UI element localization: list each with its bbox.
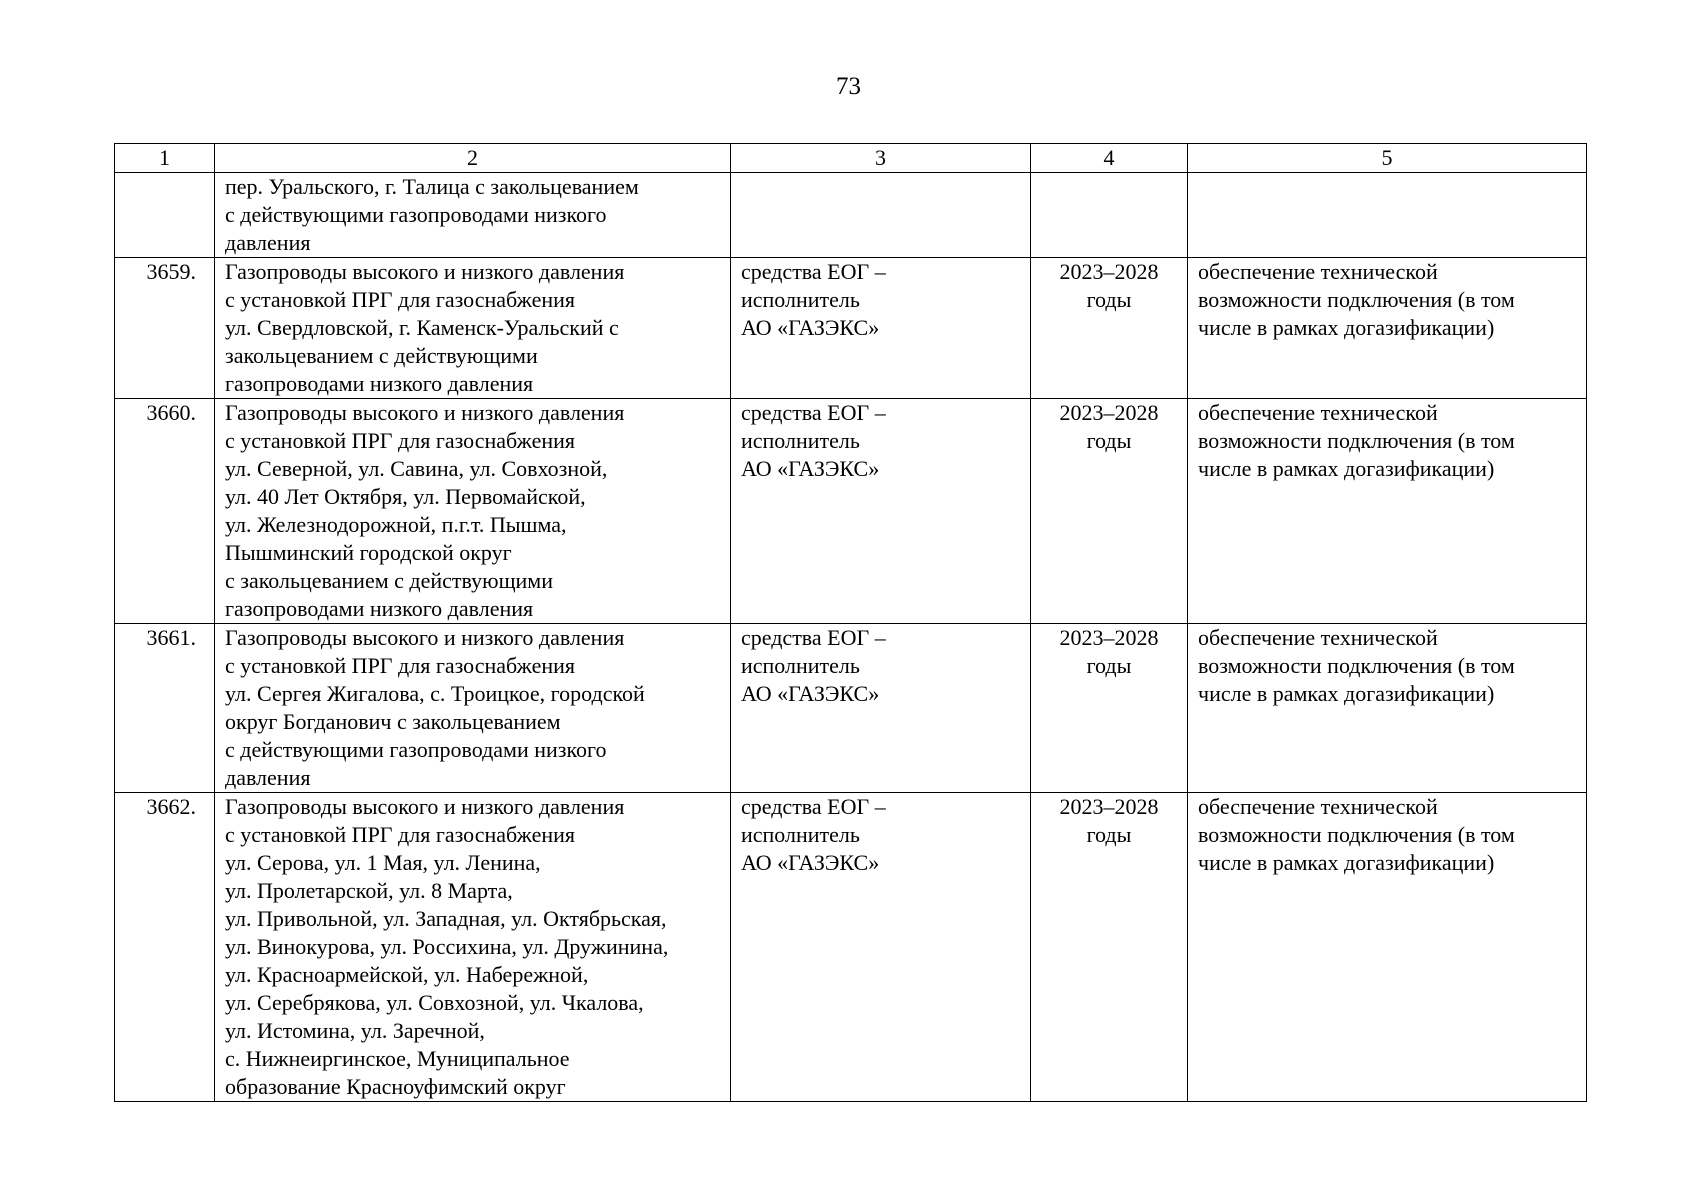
text-line: 2023–2028	[1059, 259, 1159, 284]
object-name-cell	[215, 624, 731, 793]
table-row	[115, 173, 1587, 258]
text-line: годы	[1086, 822, 1132, 847]
text-line: обеспечение технической	[1198, 794, 1438, 819]
text-line: АО «ГАЗЭКС»	[741, 315, 880, 340]
text-line: ул. 40 Лет Октября, ул. Первомайской,	[225, 484, 586, 509]
program-table	[114, 143, 1587, 1102]
text-line: числе в рамках догазификации)	[1198, 315, 1495, 340]
text-line: ул. Железнодорожной, п.г.т. Пышма,	[225, 512, 567, 537]
text-line: ул. Винокурова, ул. Россихина, ул. Дружинина,	[225, 934, 669, 959]
text-line: ул. Красноармейской, ул. Набережной,	[225, 962, 589, 987]
period-cell	[1031, 173, 1188, 258]
text-line: ул. Истомина, ул. Заречной,	[225, 1018, 485, 1043]
text-line: образование Красноуфимский округ	[225, 1074, 566, 1099]
object-name-cell	[215, 793, 731, 1102]
text-line: числе в рамках догазификации)	[1198, 456, 1495, 481]
table-row	[115, 258, 1587, 399]
header-cell-5: 5	[1188, 144, 1587, 173]
text-line: ул. Сергея Жигалова, с. Троицкое, городской	[225, 681, 645, 706]
text-line: исполнитель	[741, 822, 860, 847]
text-line: округ Богданович с закольцеванием	[225, 709, 561, 734]
text-line: исполнитель	[741, 428, 860, 453]
text-line: ул. Серебрякова, ул. Совхозной, ул. Чкалова,	[225, 990, 644, 1015]
text-line: числе в рамках догазификации)	[1198, 681, 1495, 706]
header-cell-3: 3	[731, 144, 1031, 173]
text-line: средства ЕОГ –	[741, 259, 886, 284]
text-line: с закольцеванием с действующими	[225, 568, 554, 593]
text-line: Газопроводы высокого и низкого давления	[225, 794, 625, 819]
purpose-cell	[1188, 624, 1587, 793]
object-name-cell	[215, 173, 731, 258]
text-line: ул. Серова, ул. 1 Мая, ул. Ленина,	[225, 850, 541, 875]
period-cell	[1031, 793, 1188, 1102]
text-line: 2023–2028	[1059, 625, 1159, 650]
header-cell-4: 4	[1031, 144, 1188, 173]
text-line: обеспечение технической	[1198, 625, 1438, 650]
text-line: возможности подключения (в том	[1198, 287, 1515, 312]
text-line: АО «ГАЗЭКС»	[741, 681, 880, 706]
row-number: 3662.	[115, 793, 215, 1102]
text-line: 2023–2028	[1059, 794, 1159, 819]
text-line: газопроводами низкого давления	[225, 371, 534, 396]
text-line: с установкой ПРГ для газоснабжения	[225, 428, 576, 453]
purpose-cell	[1188, 793, 1587, 1102]
text-line: возможности подключения (в том	[1198, 822, 1515, 847]
funding-source-cell	[731, 399, 1031, 624]
page-number: 73	[836, 73, 861, 100]
table-row	[115, 793, 1587, 1102]
table-body	[115, 173, 1587, 1102]
text-line: закольцеванием с действующими	[225, 343, 538, 368]
text-line: ул. Свердловской, г. Каменск-Уральский с	[225, 315, 619, 340]
text-line: давления	[225, 765, 311, 790]
period-cell	[1031, 399, 1188, 624]
funding-source-cell	[731, 624, 1031, 793]
text-line: пер. Уральского, г. Талица с закольцеванием	[225, 174, 639, 199]
text-line: 2023–2028	[1059, 400, 1159, 425]
text-line: Пышминский городской округ	[225, 540, 512, 565]
text-line: газопроводами низкого давления	[225, 596, 534, 621]
header-cell-2: 2	[215, 144, 731, 173]
text-line: обеспечение технической	[1198, 259, 1438, 284]
text-line: обеспечение технической	[1198, 400, 1438, 425]
table-row	[115, 399, 1587, 624]
text-line: с действующими газопроводами низкого	[225, 202, 607, 227]
text-line: ул. Пролетарской, ул. 8 Марта,	[225, 878, 513, 903]
purpose-cell	[1188, 258, 1587, 399]
text-line: годы	[1086, 653, 1132, 678]
text-line: ул. Привольной, ул. Западная, ул. Октябрьская,	[225, 906, 667, 931]
text-line: исполнитель	[741, 653, 860, 678]
purpose-cell	[1188, 399, 1587, 624]
text-line: Газопроводы высокого и низкого давления	[225, 259, 625, 284]
text-line: средства ЕОГ –	[741, 400, 886, 425]
text-line: с установкой ПРГ для газоснабжения	[225, 287, 576, 312]
object-name-cell	[215, 399, 731, 624]
funding-source-cell	[731, 793, 1031, 1102]
text-line: давления	[225, 230, 311, 255]
text-line: годы	[1086, 428, 1132, 453]
text-line: с установкой ПРГ для газоснабжения	[225, 822, 576, 847]
header-cell-1: 1	[115, 144, 215, 173]
object-name-cell	[215, 258, 731, 399]
period-cell	[1031, 258, 1188, 399]
text-line: ул. Северной, ул. Савина, ул. Совхозной,	[225, 456, 608, 481]
text-line: Газопроводы высокого и низкого давления	[225, 625, 625, 650]
row-number: 3660.	[115, 399, 215, 624]
text-line: АО «ГАЗЭКС»	[741, 456, 880, 481]
text-line: числе в рамках догазификации)	[1198, 850, 1495, 875]
text-line: исполнитель	[741, 287, 860, 312]
text-line: АО «ГАЗЭКС»	[741, 850, 880, 875]
row-number	[115, 173, 215, 258]
table-row	[115, 624, 1587, 793]
text-line: возможности подключения (в том	[1198, 653, 1515, 678]
funding-source-cell	[731, 258, 1031, 399]
text-line: годы	[1086, 287, 1132, 312]
text-line: Газопроводы высокого и низкого давления	[225, 400, 625, 425]
text-line: средства ЕОГ –	[741, 794, 886, 819]
text-line: средства ЕОГ –	[741, 625, 886, 650]
text-line: с. Нижнеиргинское, Муниципальное	[225, 1046, 570, 1071]
header-row	[115, 144, 1587, 173]
row-number: 3659.	[115, 258, 215, 399]
text-line: возможности подключения (в том	[1198, 428, 1515, 453]
funding-source-cell	[731, 173, 1031, 258]
text-line: с установкой ПРГ для газоснабжения	[225, 653, 576, 678]
row-number: 3661.	[115, 624, 215, 793]
text-line: с действующими газопроводами низкого	[225, 737, 607, 762]
purpose-cell	[1188, 173, 1587, 258]
period-cell	[1031, 624, 1188, 793]
